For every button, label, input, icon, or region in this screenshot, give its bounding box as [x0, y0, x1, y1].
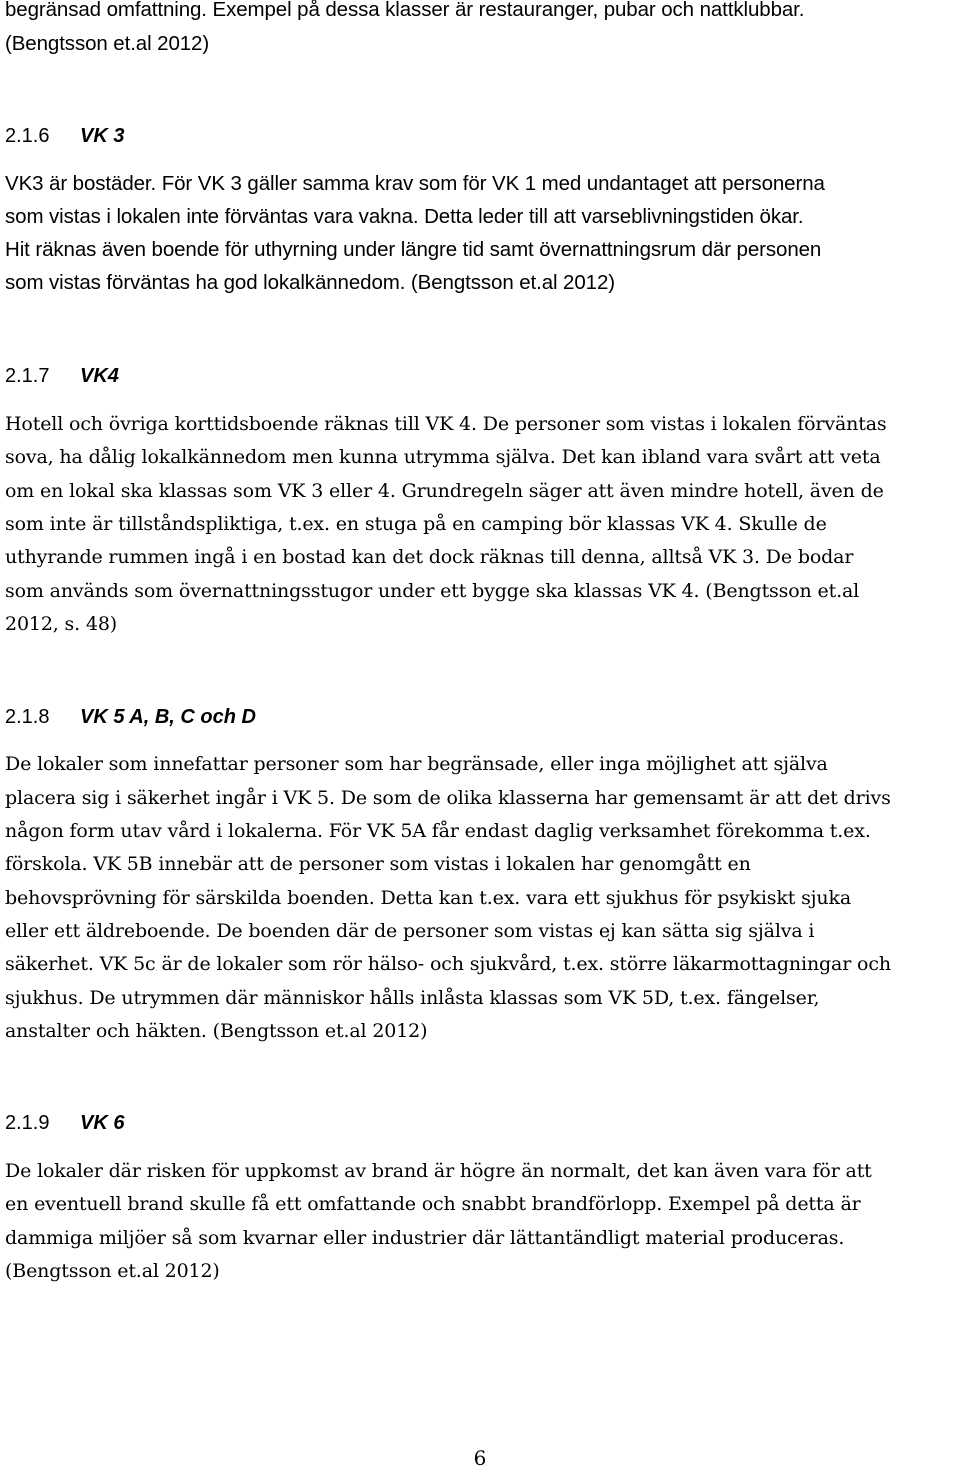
section-title: VK 3 [80, 125, 125, 147]
vk5-line-1: De lokaler som innefattar personer som har begränsade, eller inga möjlighet att själva [5, 753, 828, 775]
vk3-line-3: Hit räknas även boende för uthyrning under längre tid samt övernattningsrum där personen [5, 238, 822, 261]
vk4-line-3: om en lokal ska klassas som VK 3 eller 4. Grundregeln säger att även mindre hotell, även de [5, 480, 884, 502]
section-heading-vk3 [5, 122, 124, 150]
intro-line-1: begränsad omfattning. Exempel på dessa klasser är restauranger, pubar och nattklubbar. [5, 0, 805, 21]
vk6-line-3: dammiga miljöer så som kvarnar eller industrier där lättantändligt material produceras. [5, 1227, 845, 1249]
section-number: 2.1.9 [5, 1112, 50, 1134]
vk6-line-4: (Bengtsson et.al 2012) [5, 1260, 220, 1282]
vk3-line-1: VK3 är bostäder. För VK 3 gäller samma krav som för VK 1 med undantaget att personerna [5, 172, 825, 195]
section-heading-vk6 [5, 1109, 124, 1137]
section-title: VK 5 A, B, C och D [80, 706, 256, 728]
vk5-line-6: eller ett äldreboende. De boenden där de personer som vistas ej kan sätta sig själva i [5, 920, 815, 942]
section-number: 2.1.8 [5, 706, 50, 728]
vk5-line-9: anstalter och häkten. (Bengtsson et.al 2012) [5, 1020, 428, 1042]
vk6-line-2: en eventuell brand skulle få ett omfattande och snabbt brandförlopp. Exempel på detta är [5, 1193, 861, 1215]
vk3-line-2: som vistas i lokalen inte förväntas vara vakna. Detta leder till att varseblivningstiden ökar. [5, 205, 804, 228]
vk5-line-5: behovsprövning för särskilda boenden. Detta kan t.ex. vara ett sjukhus för psykiskt sjuka [5, 887, 852, 909]
vk5-line-8: sjukhus. De utrymmen där människor hålls inlåsta klassas som VK 5D, t.ex. fängelser, [5, 987, 820, 1009]
section-number: 2.1.7 [5, 365, 50, 387]
section-heading-vk5 [5, 703, 256, 731]
vk4-line-7: 2012, s. 48) [5, 613, 118, 635]
vk4-line-2: sova, ha dålig lokalkännedom men kunna utrymma själva. Det kan ibland vara svårt att veta [5, 446, 881, 468]
vk5-line-7: säkerhet. VK 5c är de lokaler som rör hälso- och sjukvård, t.ex. större läkarmottagningar och [5, 953, 891, 975]
section-number: 2.1.6 [5, 125, 50, 147]
vk5-line-3: någon form utav vård i lokalerna. För VK 5A får endast daglig verksamhet förekomma t.ex. [5, 820, 871, 842]
intro-line-2: (Bengtsson et.al 2012) [5, 32, 210, 55]
vk4-line-5: uthyrande rummen ingå i en bostad kan det dock räknas till denna, alltså VK 3. De bodar [5, 546, 854, 568]
section-title: VK 6 [80, 1112, 125, 1134]
vk5-line-2: placera sig i säkerhet ingår i VK 5. De som de olika klasserna har gemensamt är att det drivs [5, 787, 891, 809]
vk5-line-4: förskola. VK 5B innebär att de personer som vistas i lokalen har genomgått en [5, 853, 751, 875]
vk6-line-1: De lokaler där risken för uppkomst av brand är högre än normalt, det kan även vara för att [5, 1160, 872, 1182]
page-number: 6 [473, 1446, 487, 1470]
section-title: VK4 [80, 365, 119, 387]
section-heading-vk4 [5, 362, 119, 390]
vk4-line-6: som används som övernattningsstugor under ett bygge ska klassas VK 4. (Bengtsson et.al [5, 580, 860, 602]
vk4-line-4: som inte är tillståndspliktiga, t.ex. en stuga på en camping bör klassas VK 4. Skulle de [5, 513, 827, 535]
vk4-line-1: Hotell och övriga korttidsboende räknas till VK 4. De personer som vistas i lokalen förväntas [5, 413, 887, 435]
vk3-line-4: som vistas förväntas ha god lokalkännedom. (Bengtsson et.al 2012) [5, 271, 615, 294]
